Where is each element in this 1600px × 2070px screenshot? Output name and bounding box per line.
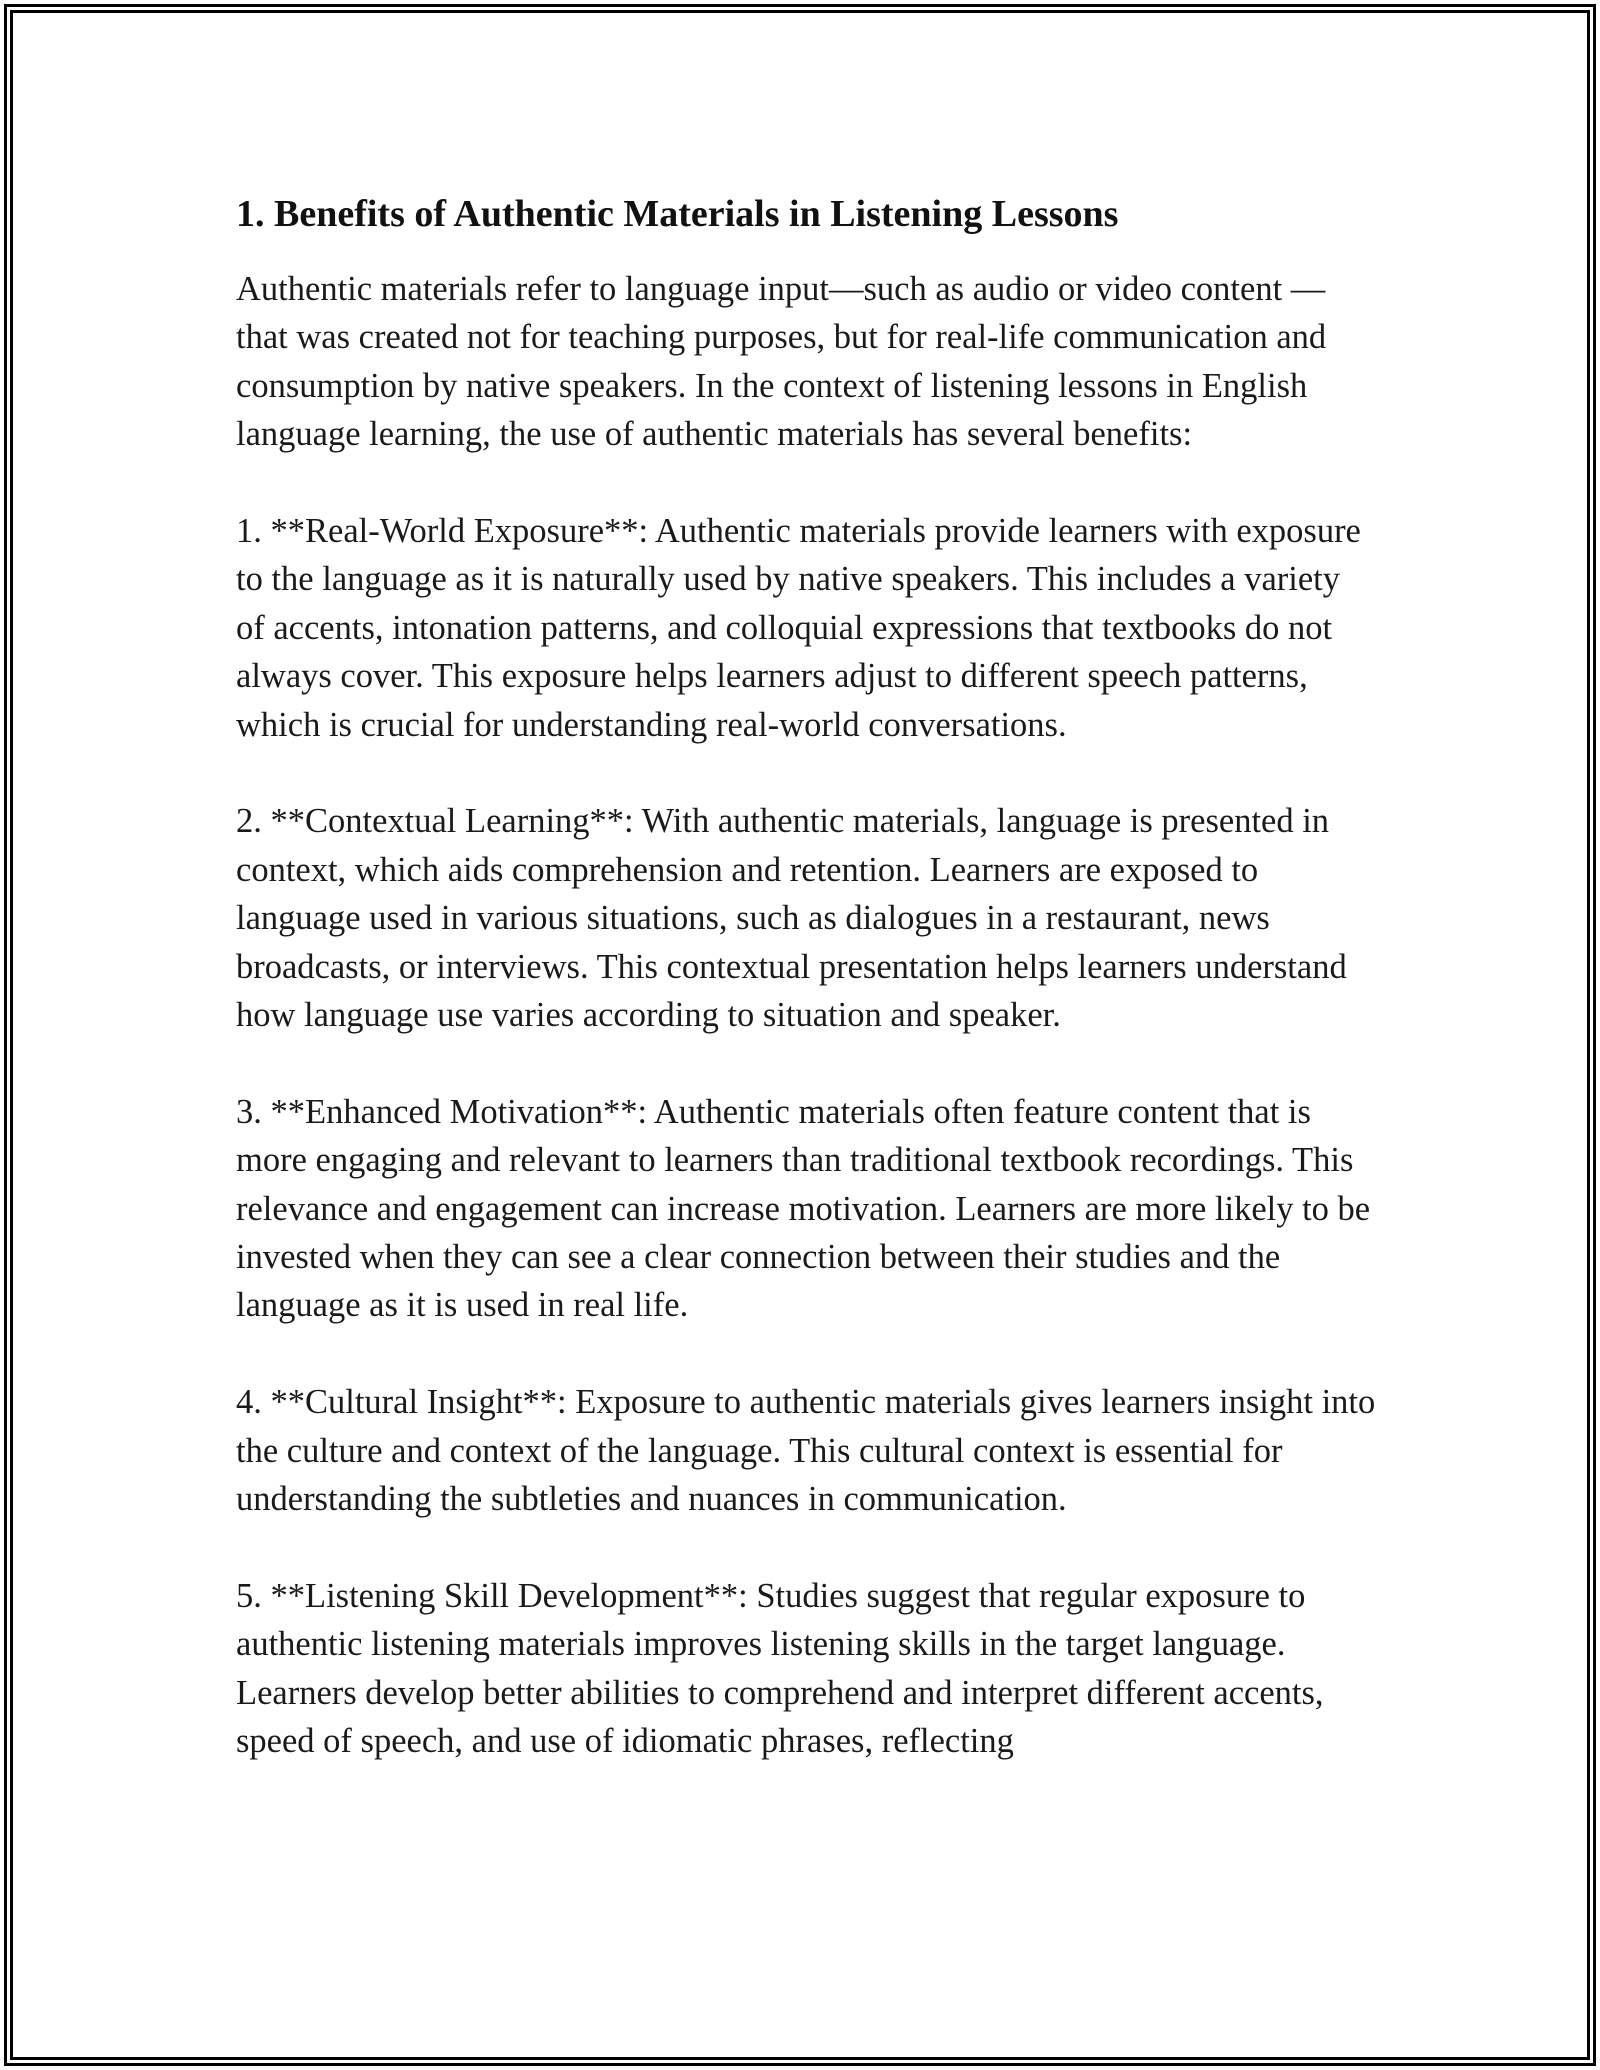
section-heading: 1. Benefits of Authentic Materials in Listening Lessons bbox=[236, 193, 1119, 235]
benefit-contextual-learning: 2. **Contextual Learning**: With authentic materials, language is presented in context, which aids comprehension and retention. Learners are exposed to language used in various situations, such as dialogues in a restaurant, news broadcasts, or interviews. This contextual presentation helps learners understand how language use varies according to situation and speaker. bbox=[236, 802, 1347, 1035]
benefit-real-world-exposure: 1. **Real-World Exposure**: Authentic materials provide learners with exposure to the language as it is naturally used by native speakers. This includes a variety of accents, intonation patterns, and colloquial expressions that textbooks do not always cover. This exposure helps learners adjust to different speech patterns, which is crucial for understanding real-world conversations. bbox=[236, 512, 1361, 744]
benefit-enhanced-motivation: 3. **Enhanced Motivation**: Authentic materials often feature content that is more engaging and relevant to learners than traditional textbook recordings. This relevance and engagement can increase motivation. Learners are more likely to be invested when they can see a clear connection between their studies and the language as it is used in real life. bbox=[236, 1092, 1371, 1325]
intro-paragraph: Authentic materials refer to language input—such as audio or video content —that was created not for teaching purposes, but for real-life communication and consumption by native speakers. In the context of listening lessons in English language learning, the use of authentic materials has several benefits: bbox=[236, 270, 1327, 454]
benefit-listening-skill-development: 5. **Listening Skill Development**: Studies suggest that regular exposure to authentic listening materials improves listening skills in the target language. Learners develop better abilities to comprehend and interpret different accents, speed of speech, and use of idiomatic phrases, reflecting bbox=[236, 1576, 1324, 1761]
benefit-cultural-insight: 4. **Cultural Insight**: Exposure to authentic materials gives learners insight into the culture and context of the language. This cultural context is essential for understanding the subtleties and nuances in communication. bbox=[236, 1383, 1376, 1519]
document-body bbox=[236, 185, 1376, 1814]
